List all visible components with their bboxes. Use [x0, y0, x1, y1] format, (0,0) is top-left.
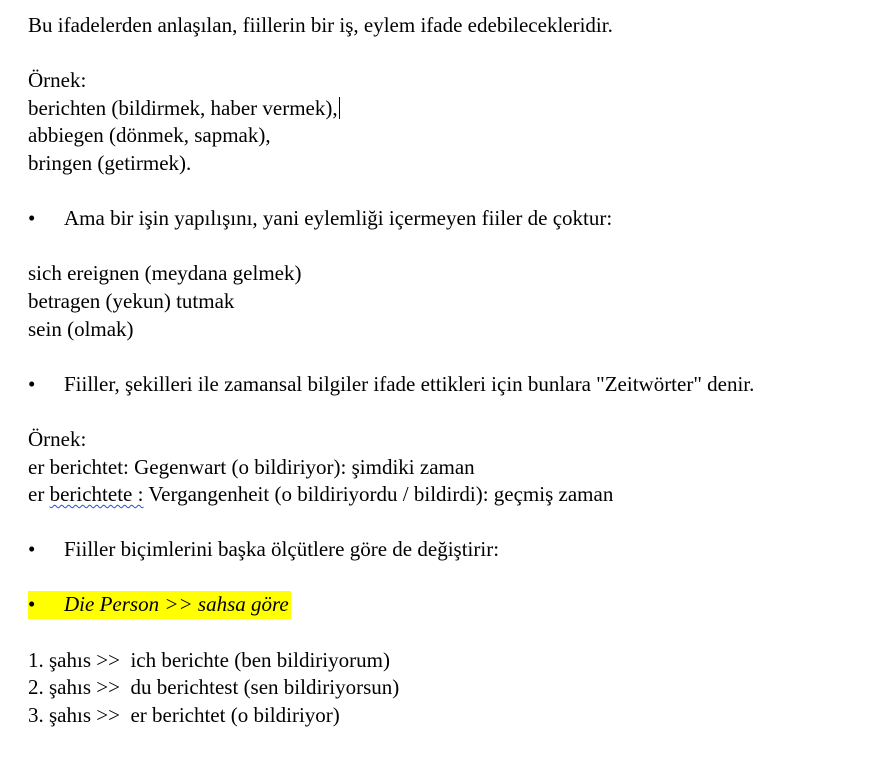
intro-paragraph[interactable]: Bu ifadelerden anlaşılan, fiillerin bir iş, eylem ifade edebilecekleridir. [28, 13, 613, 37]
empty-line [28, 343, 868, 371]
bullet-icon: • [28, 537, 36, 562]
person-line[interactable] [28, 674, 868, 702]
highlighted-bullet-paragraph[interactable] [28, 591, 868, 619]
bullet-icon: • [28, 206, 36, 231]
document-body[interactable] [28, 12, 868, 729]
bullet-text: Fiiller, şekilleri ile zamansal bilgiler ifade ettikleri için bunlara "Zeitwörter" denir. [64, 371, 755, 396]
empty-line [28, 619, 868, 647]
empty-line [28, 233, 868, 261]
misspelled-word[interactable]: berichtete : [49, 482, 144, 507]
example-item[interactable] [28, 95, 868, 123]
example-item[interactable]: abbiegen (dönmek, sapmak), [28, 123, 271, 148]
text-cursor [339, 97, 340, 119]
bullet-text: Ama bir işin yapılışını, yani eylemliği içermeyen fiiler de çoktur: [64, 206, 613, 231]
bullet-paragraph[interactable] [28, 536, 868, 564]
bullet-paragraph[interactable] [28, 205, 868, 233]
bullet-text: Die Person >> sahsa göre [64, 592, 289, 617]
example-text-suffix: Vergangenheit (o bildiriyordu / bildirdi): geçmiş zaman [143, 482, 614, 507]
example-item[interactable]: er berichtet: Gegenwart (o bildiriyor): şimdiki zaman [28, 454, 475, 479]
text-highlight [28, 591, 291, 619]
empty-line [28, 398, 868, 426]
example-item-text: berichten (bildirmek, haber vermek), [28, 95, 338, 120]
bullet-icon: • [28, 592, 36, 617]
empty-line [28, 564, 868, 592]
bullet-paragraph[interactable] [28, 371, 868, 399]
person-text: er berichtet (o bildiriyor) [130, 702, 340, 727]
bullet-icon: • [28, 371, 36, 396]
person-line[interactable] [28, 702, 868, 730]
empty-line [28, 178, 868, 206]
empty-line [28, 40, 868, 68]
person-line[interactable] [28, 647, 868, 675]
example-label[interactable]: Örnek: [28, 68, 87, 93]
person-text: ich berichte (ben bildiriyorum) [130, 647, 390, 672]
example-text-prefix: er [28, 482, 50, 507]
example-item[interactable] [28, 481, 868, 509]
example-item[interactable]: betragen (yekun) tutmak [28, 288, 235, 313]
example-label[interactable]: Örnek: [28, 426, 87, 451]
person-text: du berichtest (sen bildiriyorsun) [130, 675, 400, 700]
example-item[interactable]: bringen (getirmek). [28, 150, 192, 175]
empty-line [28, 509, 868, 537]
example-item[interactable]: sich ereignen (meydana gelmek) [28, 261, 302, 286]
person-label: 3. şahıs >> [28, 702, 120, 727]
example-item[interactable]: sein (olmak) [28, 316, 134, 341]
person-label: 2. şahıs >> [28, 675, 120, 700]
bullet-text: Fiiller biçimlerini başka ölçütlere göre de değiştirir: [64, 537, 500, 562]
person-label: 1. şahıs >> [28, 647, 120, 672]
